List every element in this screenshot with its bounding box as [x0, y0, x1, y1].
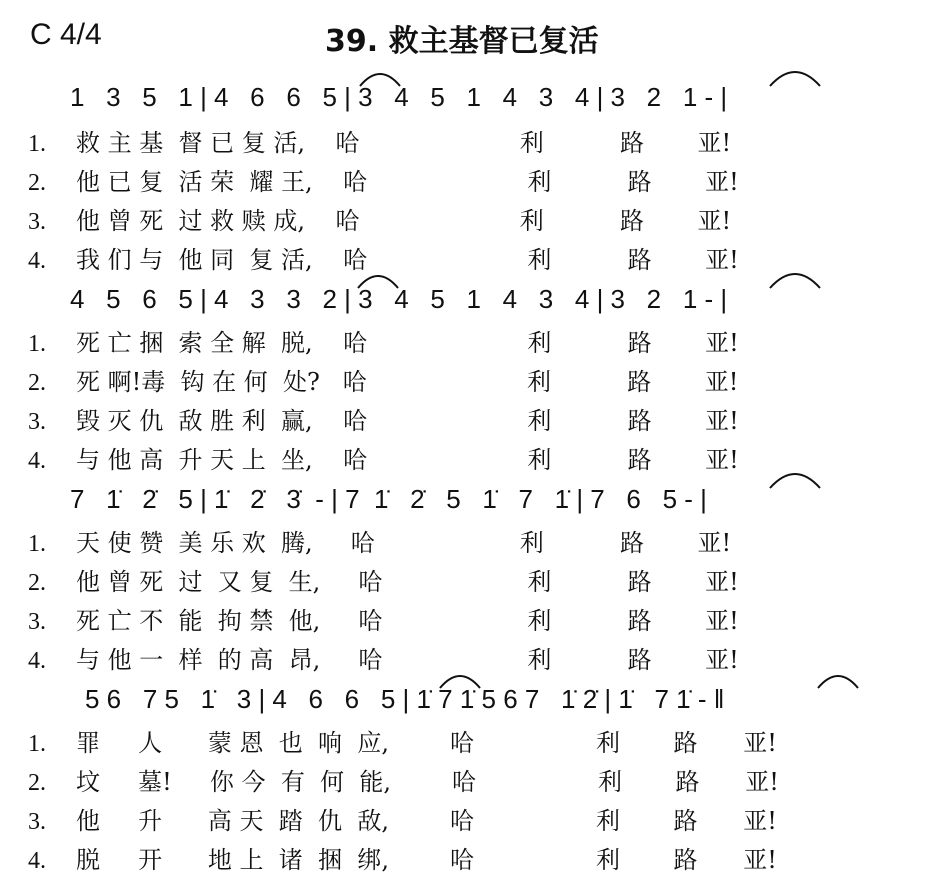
verse-number: 4.	[28, 248, 46, 274]
verse-number: 4.	[28, 848, 46, 874]
lyric-text: 天 使 赞 美 乐 欢 腾, 哈 利 路 亚!	[76, 529, 732, 557]
notation-line: 4 5 6 5 | 4 3 3 2 | 3 4 5 1 4 3 4 | 3 2 1 - |	[70, 284, 728, 314]
lyric-text: 救 主 基 督 已 复 活, 哈 利 路 亚!	[76, 129, 732, 157]
slur-mark	[770, 274, 820, 288]
verse-number: 1.	[28, 531, 46, 557]
slur-mark	[818, 676, 858, 688]
verse-number: 1.	[28, 131, 46, 157]
verse-number: 4.	[28, 448, 46, 474]
lyric-text: 他 已 复 活 荣 耀 王, 哈 利 路 亚!	[76, 168, 739, 196]
verse-number: 1.	[28, 731, 46, 757]
verse-number: 1.	[28, 331, 46, 357]
lyric-text: 脱 开 地 上 诸 捆 绑, 哈 利 路 亚!	[76, 846, 777, 874]
verse-number: 2.	[28, 770, 46, 796]
verse-number: 3.	[28, 209, 46, 235]
lyric-text: 死 亡 捆 索 全 解 脱, 哈 利 路 亚!	[76, 329, 739, 357]
verse-number: 2.	[28, 370, 46, 396]
lyric-text: 罪 人 蒙 恩 也 响 应, 哈 利 路 亚!	[76, 729, 777, 757]
slur-mark	[358, 276, 398, 288]
lyric-text: 死 亡 不 能 拘 禁 他, 哈 利 路 亚!	[76, 607, 739, 635]
notation-line: 7 1̇ 2̇ 5 | 1̇ 2̇ 3̇ - | 7 1̇ 2̇ 5 1̇ 7 1̇ | 7 6 5 - |	[70, 484, 707, 514]
slur-mark	[770, 72, 820, 86]
lyric-text: 坟 墓! 你 今 有 何 能, 哈 利 路 亚!	[76, 768, 779, 796]
slur-mark	[770, 474, 820, 488]
slur-mark	[440, 676, 480, 688]
notation-line: 5 6 7 5 1̇ 3 | 4 6 6 5 | 1̇ 7 1̇ 5 6 7 1̇ 2̇ | 1̇ 7 1̇ - ‖	[85, 684, 725, 714]
verse-number: 2.	[28, 170, 46, 196]
verse-number: 3.	[28, 809, 46, 835]
page-title: 39. 救主基督已复活	[325, 24, 599, 59]
lyric-text: 毁 灭 仇 敌 胜 利 赢, 哈 利 路 亚!	[76, 407, 739, 435]
lyric-text: 我 们 与 他 同 复 活, 哈 利 路 亚!	[76, 246, 739, 274]
verse-number: 3.	[28, 409, 46, 435]
lyric-text: 他 曾 死 过 又 复 生, 哈 利 路 亚!	[76, 568, 739, 596]
lyric-text: 死 啊!毒 钩 在 何 处? 哈 利 路 亚!	[76, 368, 739, 396]
lyric-text: 与 他 高 升 天 上 坐, 哈 利 路 亚!	[76, 446, 739, 474]
lyric-text: 他 升 高 天 踏 仇 敌, 哈 利 路 亚!	[76, 807, 777, 835]
key-signature: C 4/4	[30, 18, 102, 51]
lyric-text: 与 他 一 样 的 高 昂, 哈 利 路 亚!	[76, 646, 739, 674]
verse-number: 2.	[28, 570, 46, 596]
verse-number: 4.	[28, 648, 46, 674]
notation-line: 1 3 5 1 | 4 6 6 5 | 3 4 5 1 4 3 4 | 3 2 1 - |	[70, 82, 728, 112]
lyric-text: 他 曾 死 过 救 赎 成, 哈 利 路 亚!	[76, 207, 732, 235]
slur-mark	[360, 74, 400, 86]
verse-number: 3.	[28, 609, 46, 635]
